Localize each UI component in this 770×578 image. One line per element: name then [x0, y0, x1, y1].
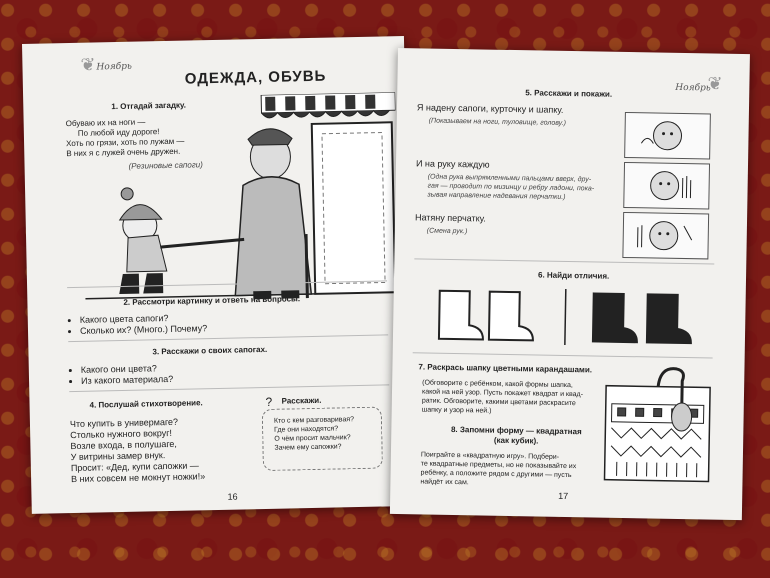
grandfather-figure [232, 128, 312, 300]
section4-heading: 4. Послушай стихотворение. [89, 398, 203, 410]
hat-coloring-picture [602, 364, 712, 484]
boots-comparison [433, 287, 704, 348]
left-page [22, 36, 414, 514]
section2-heading: 2. Рассмотри картинку и ответь на вопросы. [123, 294, 301, 307]
section2-questions: • Какого цвета сапоги? • Сколько их? (Много.) Почему? [70, 312, 208, 337]
riddle-answer: (Резиновые сапоги) [128, 160, 203, 171]
section1-heading: 1. Отгадай загадку. [111, 100, 187, 112]
leaf-icon: ❦ [80, 54, 96, 75]
illustration-grandfather-boy [81, 92, 399, 313]
section5-note1: (Показываем на ноги, туловище, голову.) [428, 117, 567, 127]
page-title: ОДЕЖДА, ОБУВЬ [184, 67, 327, 88]
section5-note3: (Смена рук.) [426, 227, 468, 236]
leaf-icon-right: ❦ [707, 73, 723, 94]
poem: Что купить в универмаге? Столько нужного вокруг! Возле входа, в полушаге, У витрины замер внук. Просит: «Дед, купи сапожки — В них совсем не мокнут ножки!» [69, 416, 206, 485]
section6-heading: 6. Найди отличия. [537, 270, 610, 281]
boot-outline-1 [439, 291, 484, 340]
boot-outline-2 [489, 292, 534, 341]
section8-text: Поиграйте в «квадратную игру». Подбери- те квадратные предметы, но не показывайте их ребёнку, а положите рядом с другими — пусть найдёт их сам. [420, 451, 577, 487]
right-page [390, 48, 750, 520]
month-label: Ноябрь [96, 61, 132, 73]
section3-heading: 3. Расскажи о своих сапогах. [152, 344, 268, 357]
section8-heading: 8. Запомни форму — квадратная (как кубик). [450, 424, 582, 446]
riddle: Обуваю их на ноги — По любой иду дороге! Хоть по грязи, хоть по лужам — В них я с лужей очень дружен. [65, 117, 185, 159]
section5-line2: И на руку каждую [415, 158, 490, 170]
tell-box-questions: Кто с кем разговаривая? Где они находятся? О чём просит мальчик? Зачем ему сапожки? [273, 416, 355, 452]
section7-heading: 7. Раскрась шапку цветными карандашами. [418, 362, 593, 375]
section5-line1: Я надену сапоги, курточку и шапку. [416, 102, 564, 115]
gesture-frame-1 [624, 112, 711, 159]
tell-box-heading: Расскажи. [281, 395, 322, 406]
question-mark-icon: ? [265, 394, 273, 409]
boot-black-1 [593, 293, 638, 342]
shop-awning [261, 92, 395, 118]
section7-text: (Обговорите с ребёнком, какой формы шапка, какой на ней узор. Пусть покажет квадрат и квад- ратик. Обговорите, какими цветами раскрасите шапку и узор на ней.) [421, 379, 584, 415]
page-number-left: 16 [227, 491, 238, 502]
section5-heading: 5. Расскажи и покажи. [525, 88, 613, 99]
section5-note2: (Одна рука выпрямленными пальцами вверх, дру- гая — проводит по мизинцу и ребру ладони, пока- зывая направление надевания перчатки.) [427, 173, 595, 201]
section5-line3: Натяну перчатку. [414, 212, 486, 224]
page-number-right: 17 [558, 490, 569, 502]
shop-window [312, 122, 396, 294]
gesture-frame-3 [622, 212, 709, 259]
gesture-frame-2 [623, 162, 710, 209]
boot-black-2 [647, 294, 692, 343]
boy-figure [117, 185, 245, 294]
month-label-right: Ноябрь [675, 82, 711, 94]
section3-questions: • Какого они цвета? • Из какого материала? [71, 363, 174, 387]
